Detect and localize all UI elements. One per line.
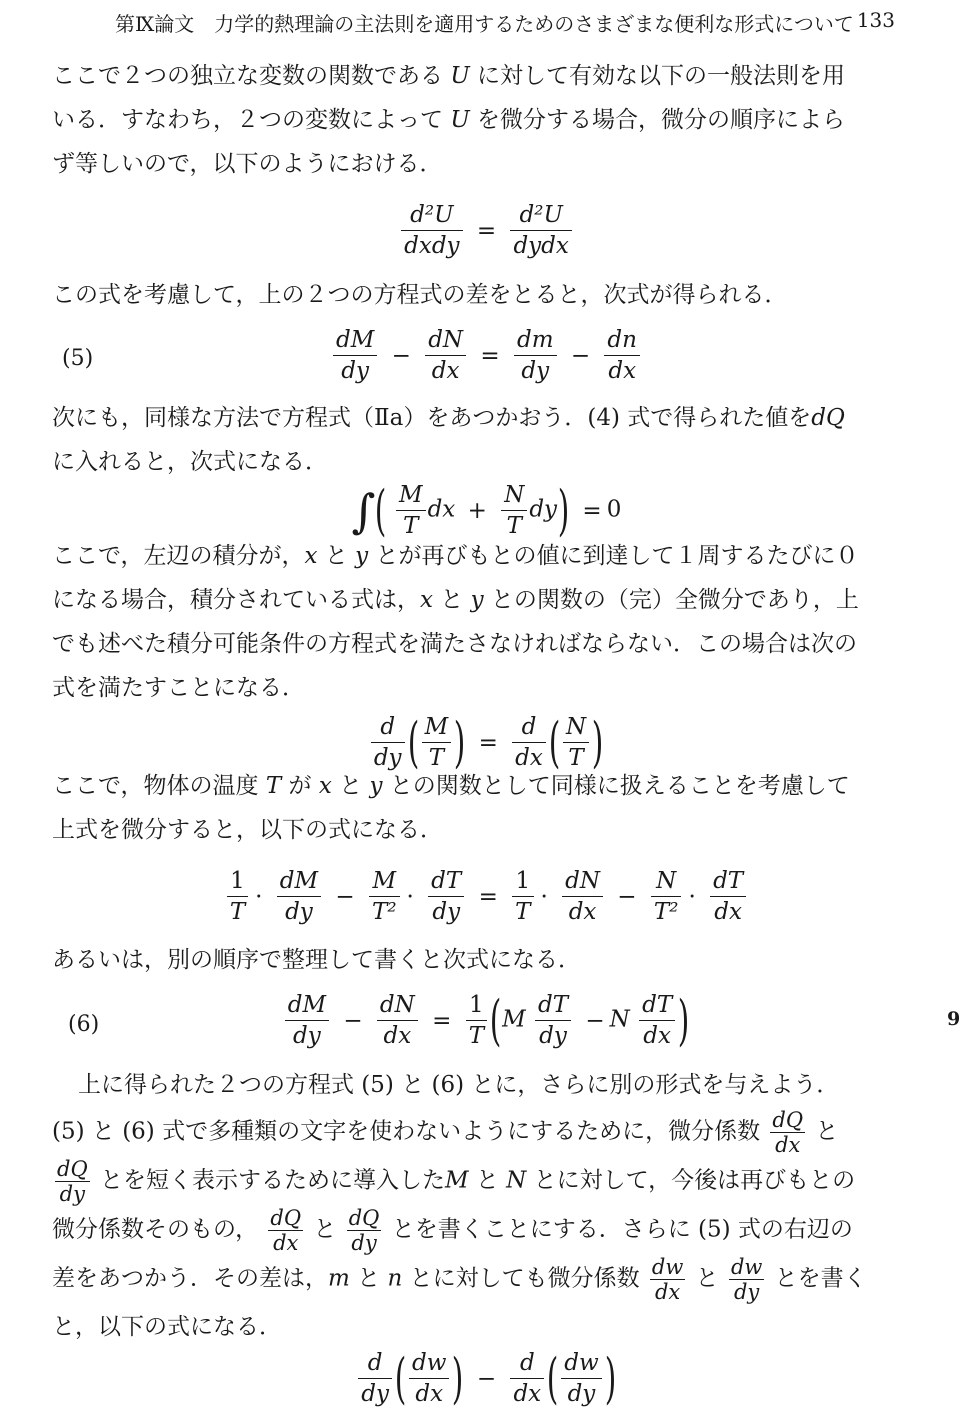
text-line: この式を考慮して，上の２つの方程式の差をとると，次式が得られる． <box>52 282 788 308</box>
equation-number-5: (5) <box>62 346 94 371</box>
text-line: 式を満たすことになる． <box>52 675 305 701</box>
text-line: 上に得られた２つの方程式 (5) と (6) とに，さらに別の形式を与えよう． <box>78 1072 840 1098</box>
fraction: d²U dydx <box>510 200 571 261</box>
text-line: ここで２つの独立な変数の関数である U に対して有効な以下の一般法則を用 <box>52 63 846 89</box>
integral-sign: ∫ <box>351 483 376 538</box>
text-line: いる．すなわち，２つの変数によって U を微分する場合，微分の順序によら <box>52 107 846 133</box>
paragraph-3 <box>52 396 914 484</box>
text-line: に入れると，次式になる． <box>52 449 328 475</box>
equation-6: $\frac{dM}{dy}$ − $\frac{dN}{dx}$ = $\frac{1}{T}$ (M $\frac{dT}{dy}$ − N $\frac{dT}{dx}$ ) <box>0 990 973 1051</box>
equation-expanded: $\frac{1}{T}$ · $\frac{dM}{dy}$ − $\frac{M}{\text{T²}}$ · $\frac{dT}{dy}$ = $\frac{1}{T}$ · $\frac{dN}{dx}$ − $\frac{N}{\text{T²}}$ · $\frac{dT}{dx}$ <box>0 866 973 927</box>
text-line: 上式を微分すると，以下の式になる． <box>52 817 443 843</box>
text-line: 差をあつかう．その差は，m と n とに対しても微分係数 $\frac{dw}{dx}$ と $\frac{dw}{dy}$ とを書く <box>52 1255 867 1304</box>
equation-integrability: $\frac{d}{dy}$ ( $\frac{M}{T}$ ) = $\frac{d}{dx}$ ( $\frac{N}{T}$ ) <box>0 712 973 773</box>
paragraph-2 <box>52 273 914 317</box>
text-line: ここで，左辺の積分が，x と y とが再びもとの値に到達して１周するたびに０ <box>52 543 859 569</box>
text-line: と，以下の式になる． <box>52 1314 282 1340</box>
equation-number-6: (6) <box>68 1012 100 1037</box>
paragraph-7 <box>52 1062 914 1350</box>
running-header <box>115 8 895 38</box>
text-line: あるいは，別の順序で整理して書くと次式になる． <box>52 947 581 973</box>
text-line: ず等しいので，以下のようにおける． <box>52 151 443 177</box>
header-title: 第Ⅸ論文 力学的熱理論の主法則を適用するためのさまざまな便利な形式について <box>115 12 854 36</box>
equation-5: $\frac{dM}{dy}$ − $\frac{dN}{dx}$ = $\frac{dm}{dy}$ − $\frac{dn}{dx}$ <box>0 325 973 386</box>
paragraph-5 <box>52 764 914 852</box>
margin-number: 9 <box>947 1008 961 1030</box>
paragraph-1 <box>52 54 914 186</box>
equation-final: $\frac{d}{dy}$ ( $\frac{dw}{dx}$ ) − $\frac{d}{dx}$ ( $\frac{dw}{dy}$ ) <box>0 1348 973 1409</box>
fraction: d²U dxdy <box>401 200 462 261</box>
text-line: (5) と (6) 式で多種類の文字を使わないようにするために，微分係数 $\frac{dQ}{dx}$ と <box>52 1108 839 1157</box>
text-line: 微分係数そのもの， $\frac{dQ}{dx}$ と $\frac{dQ}{dy}$ とを書くことにする．さらに (5) 式の右辺の <box>52 1206 853 1255</box>
paragraph-4 <box>52 534 914 710</box>
equation-symmetry: d²U dxdy = d²U dydx <box>0 200 973 261</box>
text-line: 次にも，同様な方法で方程式（Ⅱa）をあつかおう．(4) 式で得られた値をdQ <box>52 405 845 431</box>
text-line: ここで，物体の温度 T が x と y との関数として同様に扱えることを考慮して <box>52 773 850 799</box>
text-line: になる場合，積分されている式は，x と y との関数の（完）全微分であり，上 <box>52 587 859 613</box>
page-number: 133 <box>856 8 895 32</box>
paragraph-6 <box>52 938 914 982</box>
equation-integral: ∫( $\frac{M}{T}$ dx + $\frac{N}{T}$ dy) = 0 <box>351 478 622 542</box>
text-line: $\frac{dQ}{dy}$ とを短く表示するために導入したM と N とに対して，今後は再びもとの <box>57 1157 856 1206</box>
text-line: でも述べた積分可能条件の方程式を満たさなければならない．この場合は次の <box>52 631 857 657</box>
